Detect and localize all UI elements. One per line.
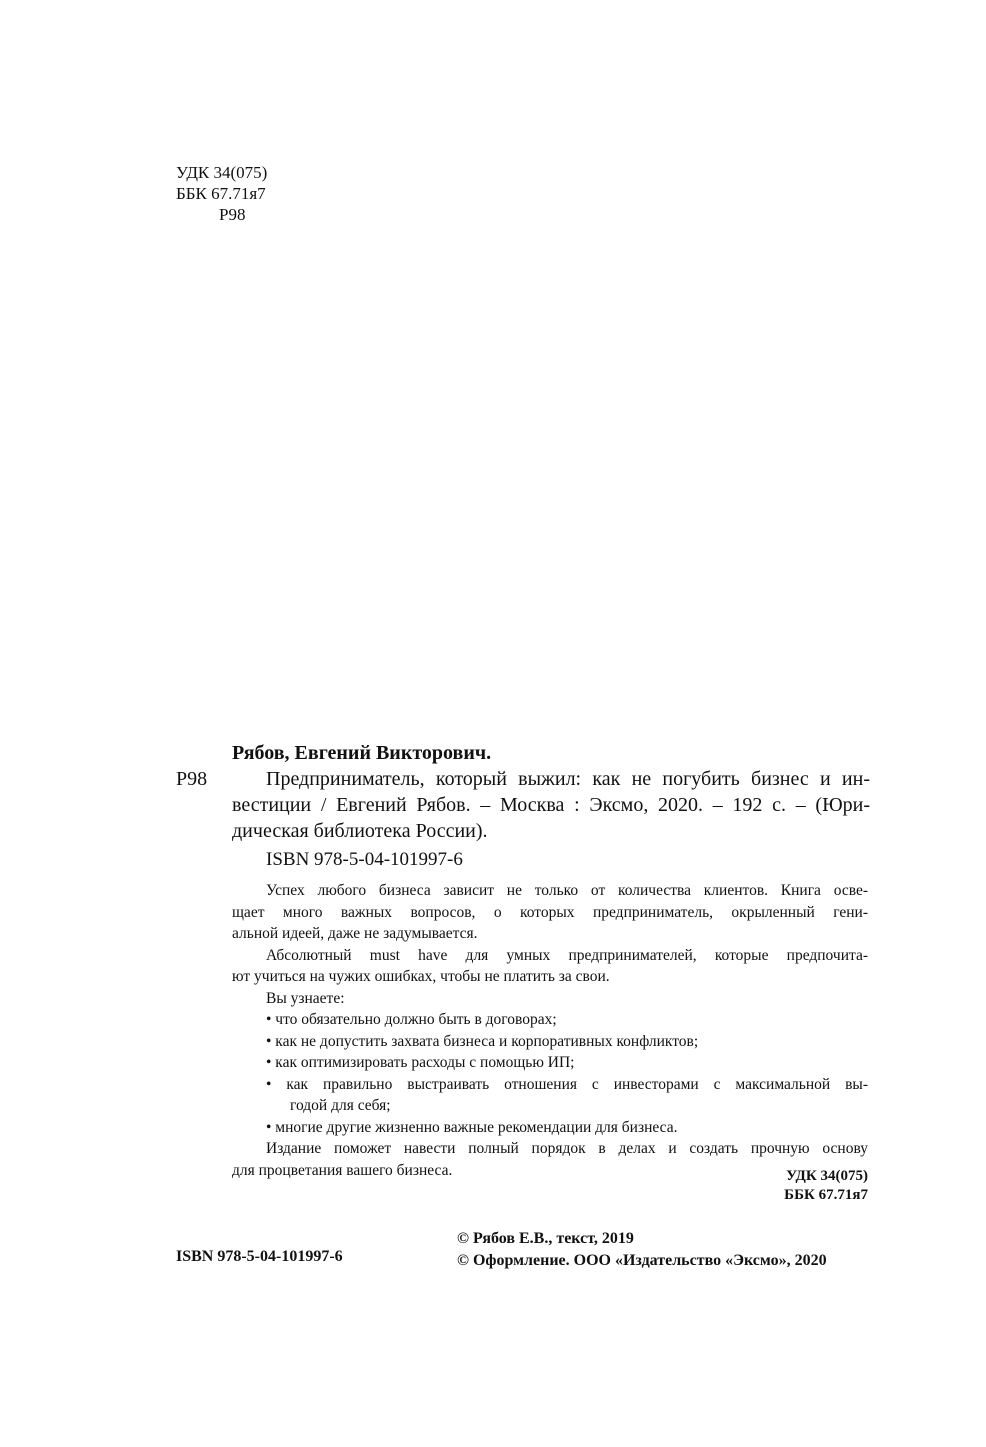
list-item: • многие другие жизненно важные рекомендации для бизнеса.: [266, 1118, 678, 1136]
author-mark: Р98: [219, 205, 246, 224]
annotation-line: Абсолютный must have для умных предпринимателей, которые предпочита-: [266, 946, 868, 964]
bbk-code: ББК 67.71я7: [784, 1187, 868, 1203]
list-item: • как правильно выстраивать отношения с инвесторами с максимальной вы-: [266, 1075, 868, 1093]
list-item: • что обязательно должно быть в договорах;: [266, 1011, 557, 1028]
annotation-line: Успех любого бизнеса зависит не только от количества клиентов. Книга осве-: [266, 882, 868, 899]
description-line: вестиции / Евгений Рябов. – Москва : Эксмо, 2020. – 192 с. – (Юри-: [232, 794, 870, 816]
list-item: • как не допустить захвата бизнеса и корпоративных конфликтов;: [266, 1032, 699, 1050]
top-classification-codes: [176, 162, 267, 225]
annotation-intro: Вы узнаете:: [266, 989, 345, 1007]
cutter-code: Р98: [176, 768, 208, 790]
description-line: дическая библиотека России).: [232, 820, 488, 842]
copyright-line: © Оформление. ООО «Издательство «Эксмо», 2020: [457, 1252, 827, 1269]
annotation-line: ют учиться на чужих ошибках, чтобы не платить за свои.: [232, 968, 610, 985]
annotation-line: Издание поможет навести полный порядок в делах и создать прочную основу: [266, 1140, 868, 1157]
bbk-code: ББК 67.71я7: [176, 184, 266, 203]
list-item-continuation: годой для себя;: [290, 1097, 391, 1114]
bottom-classification-codes: [700, 1167, 868, 1205]
author-heading: Рябов, Евгений Викторович.: [232, 742, 492, 764]
isbn-main: ISBN 978-5-04-101997-6: [266, 849, 463, 870]
udk-code: УДК 34(075): [176, 163, 268, 182]
copyright-block: [457, 1228, 827, 1272]
annotation: [232, 880, 868, 1181]
annotation-line: для процветания вашего бизнеса.: [232, 1161, 453, 1179]
isbn-bottom: ISBN 978-5-04-101997-6: [176, 1248, 343, 1265]
udk-code: УДК 34(075): [786, 1168, 868, 1184]
list-item: • как оптимизировать расходы с помощью ИП;: [266, 1054, 575, 1071]
copyright-line: © Рябов Е.В., текст, 2019: [457, 1230, 634, 1247]
description-line: Предприниматель, который выжил: как не погубить бизнес и ин-: [266, 768, 870, 790]
annotation-line: щает много важных вопросов, о которых предприниматель, окрыленный гени-: [232, 903, 868, 921]
annotation-line: альной идеей, даже не задумывается.: [232, 925, 478, 942]
bibliographic-description: [232, 766, 870, 844]
